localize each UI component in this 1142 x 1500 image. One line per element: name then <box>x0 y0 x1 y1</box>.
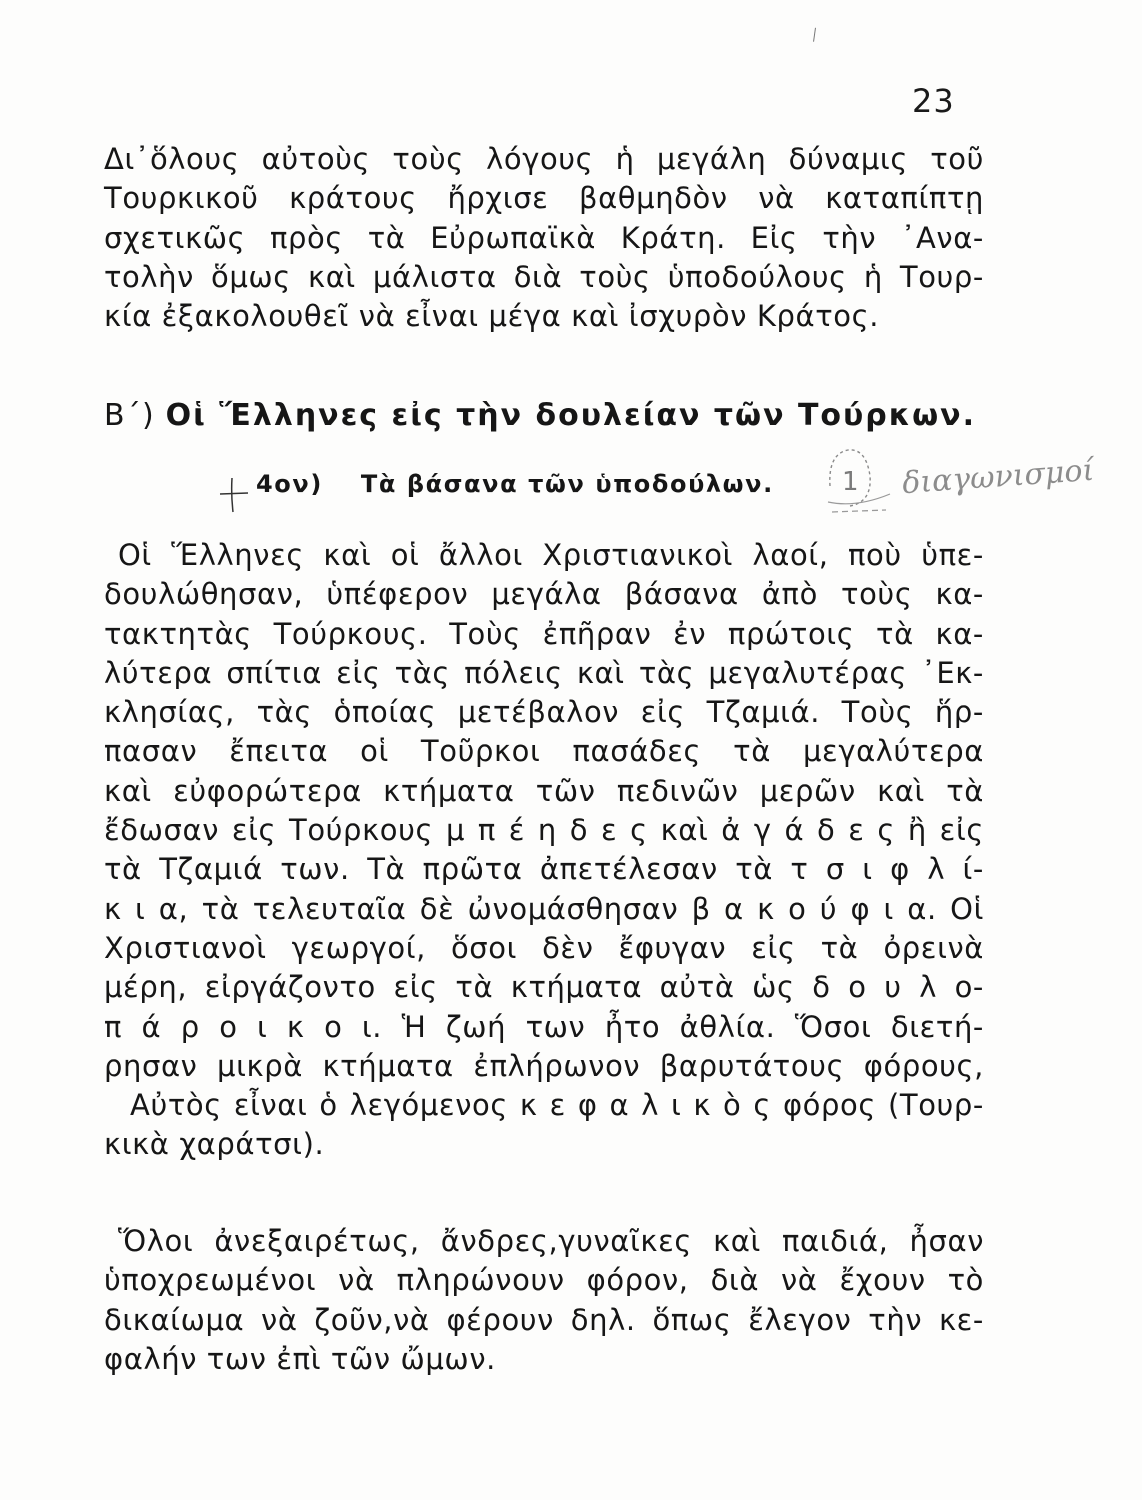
text-line: κ ι α, τὰ τελευταῖα δὲ ὠνομάσθησαν β α κ ο ύ φ ι α. Οἱ <box>104 891 984 926</box>
text-line: πασαν ἔπειτα οἱ Τοῦρκοι πασάδες τὰ μεγαλύτερα <box>104 734 984 769</box>
text-line: κικὰ χαράτσι). <box>104 1127 325 1162</box>
text-line: Ὅλοι ἀνεξαιρέτως, ἄνδρες,γυναῖκες καὶ παιδιά, ἦσαν <box>118 1224 984 1258</box>
subsection-heading-title: Τὰ βάσανα τῶν ὑποδούλων. <box>360 470 774 498</box>
text-line: Αὐτὸς εἶναι ὁ λεγόμενος κ ε φ α λ ι κ ὸ ς φόρος (Τουρ- <box>130 1088 984 1123</box>
section-heading-title: Οἱ Ἕλληνες εἰς τὴν δουλείαν τῶν Τούρκων. <box>165 398 976 433</box>
text-line: δικαίωμα νὰ ζοῦν,νὰ φέρουν δηλ. ὅπως ἔλεγον τὴν κε- <box>104 1302 984 1337</box>
text-line: τακτητὰς Τούρκους. Τοὺς ἐπῆραν ἐν πρώτοις τὰ κα- <box>104 616 984 651</box>
text-line: κλησίας, τὰς ὁποίας μετέβαλον εἰς Τζαμιά. Τοὺς ἥρ- <box>104 695 984 730</box>
text-line: σχετικῶς πρὸς τὰ Εὐρωπαϊκὰ Κράτη. Εἰς τὴν ᾽Ανα- <box>104 220 984 255</box>
section-heading-number: Β΄) <box>104 398 155 433</box>
text-line: τολὴν ὅμως καὶ μάλιστα διὰ τοὺς ὑποδούλους ἡ Τουρ- <box>104 259 984 294</box>
subsection-heading <box>222 470 774 498</box>
svg-text:1: 1 <box>842 467 859 497</box>
text-line: ἔδωσαν εἰς Τούρκους μ π έ η δ ε ς καὶ ἀ γ ά δ ε ς ἢ εἰς <box>104 813 984 848</box>
text-line: φαλήν των ἐπὶ τῶν ὤμων. <box>104 1341 496 1376</box>
handwritten-pencil-note <box>826 436 1126 522</box>
text-line: Τουρκικοῦ κράτους ἤρχισε βαθμηδὸν νὰ καταπίπτῃ <box>104 181 984 216</box>
section-heading <box>104 398 984 433</box>
text-line: ρησαν μικρὰ κτήματα ἐπλήρωνον βαρυτάτους φόρους, <box>104 1048 984 1083</box>
text-line: π ά ρ ο ι κ ο ι. Ἡ ζωή των ἦτο ἀθλία. Ὅσοι διετή- <box>104 1009 984 1044</box>
paragraph-3 <box>104 1222 984 1379</box>
paragraph-2 <box>104 536 984 1165</box>
text-line: ὑποχρεωμένοι νὰ πληρώνουν φόρον, διὰ νὰ ἔχουν τὸ <box>104 1263 984 1298</box>
text-line: καὶ εὐφορώτερα κτήματα τῶν πεδινῶν μερῶν καὶ τὰ <box>104 773 984 808</box>
paragraph-1 <box>104 140 984 336</box>
text-line: Οἱ Ἕλληνες καὶ οἱ ἄλλοι Χριστιανικοὶ λαοί, ποὺ ὑπε- <box>118 538 984 572</box>
text-line: τὰ Τζαμιά των. Τὰ πρῶτα ἀπετέλεσαν τὰ τ σ ι φ λ ί- <box>104 852 984 887</box>
text-line: Χριστιανοὶ γεωργοί, ὅσοι δὲν ἔφυγαν εἰς τὰ ὀρεινὰ <box>104 930 984 965</box>
page-number: 23 <box>912 82 955 120</box>
text-line: λύτερα σπίτια εἰς τὰς πόλεις καὶ τὰς μεγαλυτέρας ᾽Εκ- <box>104 655 984 690</box>
subsection-heading-number: 4ον) <box>256 470 323 498</box>
scan-speck <box>813 28 819 42</box>
text-line: κία ἐξακολουθεῖ νὰ εἶναι μέγα καὶ ἰσχυρὸν Κράτος. <box>104 299 880 334</box>
svg-text:διαγωνισμοί: διαγωνισμοί <box>901 452 1096 502</box>
text-line: δουλώθησαν, ὑπέφερον μεγάλα βάσανα ἀπὸ τοὺς κα- <box>104 577 984 612</box>
text-line: μέρη, εἰργάζοντο εἰς τὰ κτήματα αὐτὰ ὡς δ ο υ λ ο- <box>104 970 984 1005</box>
text-line: Δι᾽ὅλους αὐτοὺς τοὺς λόγους ἡ μεγάλη δύναμις τοῦ <box>104 142 984 176</box>
